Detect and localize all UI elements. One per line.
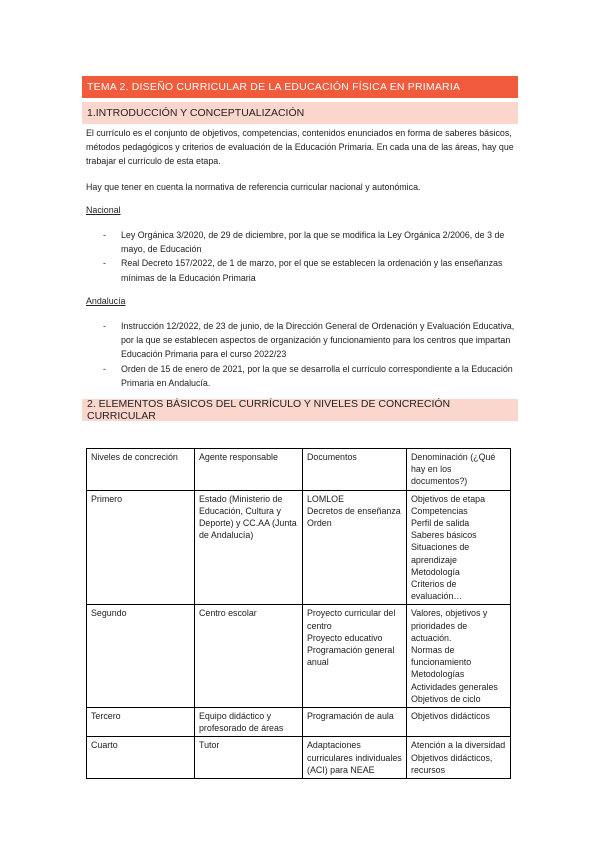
nacional-subheading: Nacional (86, 205, 121, 215)
nacional-list (86, 228, 516, 285)
topic-title-banner (82, 76, 518, 98)
documentos-cell: LOMLOE Decretos de enseñanza Orden (303, 490, 407, 605)
agente-cell: Tutor (195, 737, 303, 779)
header-cell: Documentos (303, 449, 407, 491)
list-item: - Real Decreto 157/2022, de 1 de marzo, por el que se establecen la ordenación y las enseñanzas mínimas de la Educación Primaria (103, 258, 503, 283)
list-item: - Ley Orgánica 3/2020, de 29 de diciembre, por la que se modifica la Ley Orgánica 2/2006, de 3 de mayo, de Educación (103, 230, 505, 255)
section-1-heading: 1.INTRODUCCIÓN Y CONCEPTUALIZACIÓN (87, 107, 305, 119)
agente-cell: Centro escolar (195, 605, 303, 708)
table-row (87, 490, 511, 605)
topic-title: TEMA 2. DISEÑO CURRICULAR DE LA EDUCACIÓN FÍSICA EN PRIMARIA (87, 81, 461, 93)
table-row (87, 605, 511, 708)
intro-paragraph: El currículo es el conjunto de objetivos, competencias, contenidos enunciados en forma de saberes básicos, métodos pedagógicos y criterios de evaluación de la Educación Primaria. En cada una de las áreas, hay que trabajar el currículo de esta etapa. (86, 128, 514, 167)
table-header-row (87, 449, 511, 491)
agente-cell: Estado (Ministerio de Educación, Cultura y Deporte) y CC.AA (Junta de Andalucía) (195, 490, 303, 605)
section-1-banner (82, 102, 518, 124)
agente-cell: Equipo didáctico y profesorado de áreas (195, 708, 303, 737)
nivel-cell: Primero (87, 490, 195, 605)
nivel-cell: Segundo (87, 605, 195, 708)
documentos-cell: Proyecto curricular del centro Proyecto educativo Programación general anual (303, 605, 407, 708)
denominacion-cell: Objetivos de etapa Competencias Perfil de salida Saberes básicos Situaciones de aprendizaje Metodología Criterios de evaluación… (407, 490, 511, 605)
table-row (87, 708, 511, 737)
nivel-cell: Cuarto (87, 737, 195, 779)
documentos-cell: Adaptaciones curriculares individuales (ACI) para NEAE (303, 737, 407, 779)
denominacion-cell: Valores, objetivos y prioridades de actuación. Normas de funcionamiento Metodologías Actividades generales Objetivos de ciclo (407, 605, 511, 708)
andalucia-list (86, 319, 516, 390)
section-2-banner (82, 399, 518, 421)
header-cell: Niveles de concreción (87, 449, 195, 491)
header-cell: Agente responsable (195, 449, 303, 491)
denominacion-cell: Atención a la diversidad Objetivos didácticos, recursos (407, 737, 511, 779)
section-2-heading: 2. ELEMENTOS BÁSICOS DEL CURRÍCULO Y NIVELES DE CONCRECIÓN CURRICULAR (87, 398, 451, 422)
documentos-cell: Programación de aula (303, 708, 407, 737)
list-item: - Orden de 15 de enero de 2021, por la que se desarrolla el currículo correspondiente a la Educación Primaria en Andalucía. (103, 363, 513, 388)
denominacion-cell: Objetivos didácticos (407, 708, 511, 737)
normativa-paragraph: Hay que tener en cuenta la normativa de referencia curricular nacional y autonómica. (86, 182, 421, 192)
list-item: - Instrucción 12/2022, de 23 de junio, de la Dirección General de Ordenación y Evaluación Educativa, por la que se establecen aspectos de organización y funcionamiento para los centros que impartan Educación Primaria para el curso 2022/23 (103, 321, 515, 360)
concrecion-table (86, 448, 511, 779)
table-row (87, 737, 511, 779)
andalucia-subheading: Andalucía (86, 296, 126, 306)
header-cell: Denominación (¿Qué hay en los documentos?) (407, 449, 511, 491)
nivel-cell: Tercero (87, 708, 195, 737)
